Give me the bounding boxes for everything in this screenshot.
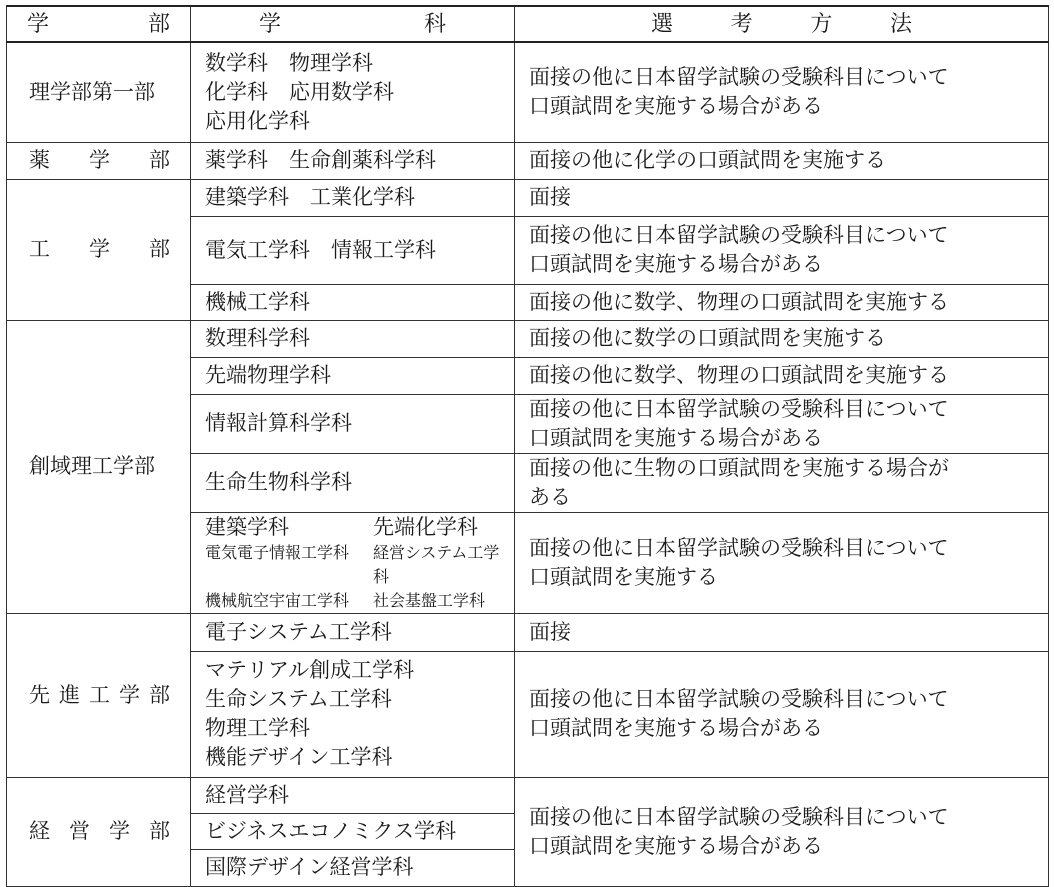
department-name: 先端化学科	[373, 514, 478, 539]
department-cell: 電気工学科 情報工学科	[191, 216, 515, 284]
method-text: 口頭試問を実施する場合がある	[529, 833, 823, 858]
department-name: 数学科 物理学科	[205, 50, 373, 75]
department-name: 生命システム工学科	[205, 687, 392, 711]
method-cell	[515, 512, 1049, 613]
method-cell	[515, 453, 1049, 512]
method-cell: 面接	[515, 613, 1049, 651]
department-cell: 建築学科 工業化学科	[191, 179, 515, 216]
department-cell: 電子システム工学科	[191, 613, 515, 651]
selection-method-table	[6, 5, 1049, 887]
department-cell: 機械工学科	[191, 284, 515, 320]
department-cell	[191, 651, 515, 777]
method-text: ある	[529, 484, 571, 509]
method-text: 口頭試問を実施する場合がある	[529, 94, 823, 119]
department-name: 物理工学科	[205, 716, 310, 740]
faculty-cell: 理学部第一部	[7, 42, 191, 142]
faculty-cell: 工 学 部	[7, 179, 191, 320]
method-cell: 面接の他に数学の口頭試問を実施する	[515, 320, 1049, 357]
method-cell	[515, 777, 1049, 886]
department-name: 機能デザイン工学科	[205, 745, 393, 769]
department-name: 電気電子情報工学科	[205, 542, 350, 562]
method-cell: 面接の他に数学、物理の口頭試問を実施する	[515, 357, 1049, 394]
method-cell: 面接	[515, 179, 1049, 216]
method-text: 面接の他に日本留学試験の受験科目について	[529, 396, 949, 421]
department-cell: 薬学科 生命創薬科学科	[191, 142, 515, 179]
department-cell	[191, 512, 515, 613]
department-cell: 経営学科	[191, 777, 515, 813]
department-cell: 情報計算科学科	[191, 394, 515, 453]
department-name: 建築学科	[205, 514, 289, 539]
department-name: 応用化学科	[205, 108, 310, 133]
department-cell: 数理科学科	[191, 320, 515, 357]
faculty-cell: 薬 学 部	[7, 142, 191, 179]
faculty-cell: 先 進 工 学 部	[7, 613, 191, 777]
department-cell: 生命生物科学科	[191, 453, 515, 512]
table-row	[7, 42, 1049, 142]
method-text: 面接の他に日本留学試験の受験科目について	[529, 65, 949, 90]
method-text: 面接の他に日本留学試験の受験科目について	[529, 223, 949, 247]
table-row	[7, 179, 1049, 216]
department-cell: 国際デザイン経営学科	[191, 849, 515, 886]
method-text: 面接の他に日本留学試験の受験科目について	[529, 804, 949, 829]
department-cell: ビジネスエコノミクス学科	[191, 813, 515, 849]
table-row	[7, 320, 1049, 357]
department-cell: 先端物理学科	[191, 357, 515, 394]
department-cell	[191, 42, 515, 142]
method-cell: 面接の他に数学、物理の口頭試問を実施する	[515, 284, 1049, 320]
method-text: 面接の他に日本留学試験の受験科目について	[529, 687, 949, 711]
header-row	[7, 6, 1049, 42]
method-cell	[515, 651, 1049, 777]
department-name: 機械航空宇宙工学科	[205, 590, 350, 610]
method-text: 口頭試問を実施する	[529, 564, 718, 589]
method-text: 面接の他に生物の口頭試問を実施する場合が	[529, 455, 949, 480]
method-cell	[515, 216, 1049, 284]
method-text: 口頭試問を実施する場合がある	[529, 425, 823, 450]
header-department: 学 科	[191, 6, 515, 42]
header-method: 選 考 方 法	[515, 6, 1049, 42]
department-name: マテリアル創成工学科	[205, 658, 415, 682]
method-text: 口頭試問を実施する場合がある	[529, 716, 823, 740]
table-row	[7, 613, 1049, 651]
method-text: 面接の他に日本留学試験の受験科目について	[529, 535, 949, 560]
method-cell	[515, 394, 1049, 453]
method-cell	[515, 42, 1049, 142]
header-faculty: 学 部	[7, 6, 191, 42]
method-text: 口頭試問を実施する場合がある	[529, 252, 823, 276]
faculty-cell: 創域理工学部	[7, 320, 191, 613]
department-name: 社会基盤工学科	[373, 590, 486, 610]
department-name: 化学科 応用数学科	[205, 79, 394, 104]
faculty-cell: 経 営 学 部	[7, 777, 191, 886]
department-name: 経営システム工学科	[373, 542, 500, 586]
method-cell: 面接の他に化学の口頭試問を実施する	[515, 142, 1049, 179]
table-row	[7, 142, 1049, 179]
table-row	[7, 777, 1049, 813]
